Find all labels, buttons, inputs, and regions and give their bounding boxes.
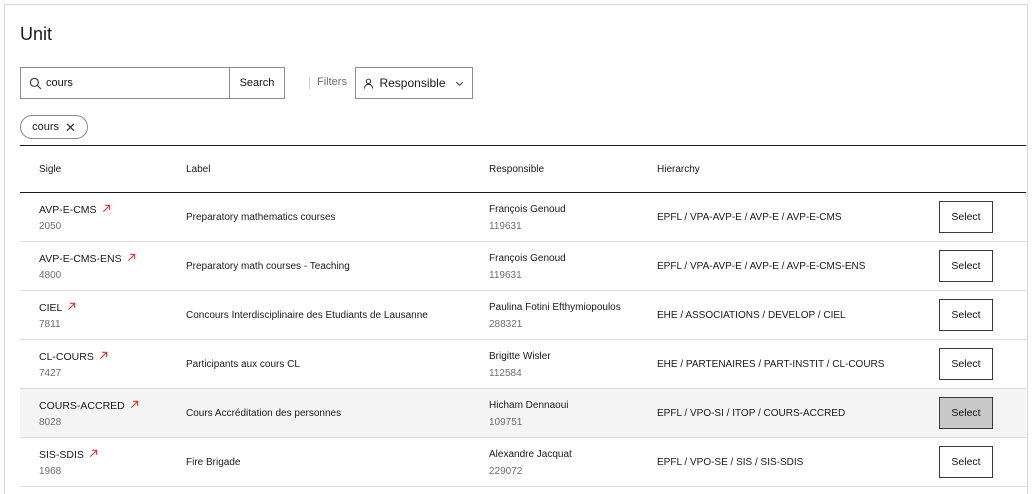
responsible-name: François Genoud — [489, 204, 566, 215]
unit-label: Preparatory mathematics courses — [186, 212, 336, 223]
external-link-icon[interactable] — [99, 351, 108, 360]
responsible-name: Brigitte Wisler — [489, 351, 551, 362]
unit-sigle — [39, 449, 98, 461]
filters-divider — [309, 77, 310, 89]
filters-label: Filters — [317, 76, 347, 88]
table-row — [20, 242, 1026, 291]
unit-sigle — [39, 204, 111, 216]
close-icon[interactable]: ✕ — [65, 119, 76, 135]
select-button[interactable]: Select — [939, 348, 993, 380]
unit-hierarchy: EPFL / VPA-AVP-E / AVP-E / AVP-E-CMS — [657, 212, 842, 223]
responsible-name: Paulina Fotini Efthymiopoulos — [489, 302, 621, 313]
unit-label: Participants aux cours CL — [186, 359, 300, 370]
unit-sigle-text: CIEL — [39, 302, 63, 314]
unit-sigle — [39, 351, 108, 363]
table-header — [20, 145, 1026, 193]
external-link-icon[interactable] — [67, 302, 76, 311]
table-row — [20, 340, 1026, 389]
header-hierarchy: Hierarchy — [657, 164, 700, 175]
person-icon — [363, 78, 374, 89]
responsible-id: 109751 — [489, 417, 523, 428]
unit-sigle-text: CL-COURS — [39, 351, 94, 363]
unit-id: 7427 — [39, 368, 62, 379]
responsible-name: François Genoud — [489, 253, 566, 264]
responsible-id: 288321 — [489, 319, 523, 330]
unit-id: 4800 — [39, 270, 62, 281]
table-row — [20, 389, 1026, 438]
responsible-id: 119631 — [489, 221, 522, 232]
header-sigle: Sigle — [39, 164, 62, 175]
unit-sigle-text: COURS-ACCRED — [39, 400, 125, 412]
table-row — [20, 438, 1026, 487]
external-link-icon[interactable] — [130, 400, 139, 409]
external-link-icon[interactable] — [89, 449, 98, 458]
unit-hierarchy: EHE / ASSOCIATIONS / DEVELOP / CIEL — [657, 310, 846, 321]
chip-label: cours — [32, 121, 59, 133]
page-title: Unit — [20, 24, 53, 44]
header-label: Label — [186, 164, 211, 175]
table-row — [20, 193, 1026, 242]
search-icon — [29, 77, 42, 90]
search-box — [20, 67, 285, 99]
unit-panel — [4, 4, 1028, 494]
unit-id: 7811 — [39, 319, 61, 330]
responsible-name: Alexandre Jacquat — [489, 449, 572, 460]
unit-hierarchy: EHE / PARTENAIRES / PART-INSTIT / CL-COURS — [657, 359, 885, 370]
table-body — [20, 193, 1026, 487]
unit-id: 2050 — [39, 221, 62, 232]
select-button[interactable]: Select — [939, 397, 993, 429]
table-row — [20, 291, 1026, 340]
responsible-filter-label: Responsible — [379, 76, 446, 90]
unit-sigle-text: SIS-SDIS — [39, 449, 84, 461]
unit-label: Cours Accréditation des personnes — [186, 408, 342, 419]
responsible-id: 112584 — [489, 368, 522, 379]
unit-hierarchy: EPFL / VPO-SE / SIS / SIS-SDIS — [657, 457, 804, 468]
unit-sigle-text: AVP-E-CMS-ENS — [39, 253, 122, 265]
responsible-id: 119631 — [489, 270, 522, 281]
chevron-down-icon — [454, 78, 465, 89]
external-link-icon[interactable] — [102, 204, 111, 213]
unit-id: 1968 — [39, 466, 62, 477]
units-table — [20, 145, 1026, 487]
unit-sigle — [39, 302, 76, 314]
unit-id: 8028 — [39, 417, 62, 428]
select-button[interactable]: Select — [939, 201, 993, 233]
unit-sigle — [39, 400, 139, 412]
unit-sigle-text: AVP-E-CMS — [39, 204, 97, 216]
unit-label: Concours Interdisciplinaire des Etudiants de Lausanne — [186, 310, 428, 321]
responsible-filter-dropdown[interactable] — [355, 67, 473, 99]
search-chip — [20, 115, 88, 139]
select-button[interactable]: Select — [939, 299, 993, 331]
responsible-name: Hicham Dennaoui — [489, 400, 569, 411]
select-button[interactable]: Select — [939, 446, 993, 478]
unit-hierarchy: EPFL / VPA-AVP-E / AVP-E / AVP-E-CMS-ENS — [657, 261, 866, 272]
unit-hierarchy: EPFL / VPO-SI / ITOP / COURS-ACCRED — [657, 408, 846, 419]
select-button[interactable]: Select — [939, 250, 993, 282]
external-link-icon[interactable] — [127, 253, 136, 262]
unit-label: Fire Brigade — [186, 457, 241, 468]
search-input[interactable] — [42, 77, 216, 89]
unit-label: Preparatory math courses - Teaching — [186, 261, 350, 272]
search-input-wrap[interactable] — [21, 68, 230, 98]
search-button[interactable]: Search — [230, 68, 284, 98]
header-responsible: Responsible — [489, 164, 545, 175]
responsible-id: 229072 — [489, 466, 523, 477]
unit-sigle — [39, 253, 136, 265]
